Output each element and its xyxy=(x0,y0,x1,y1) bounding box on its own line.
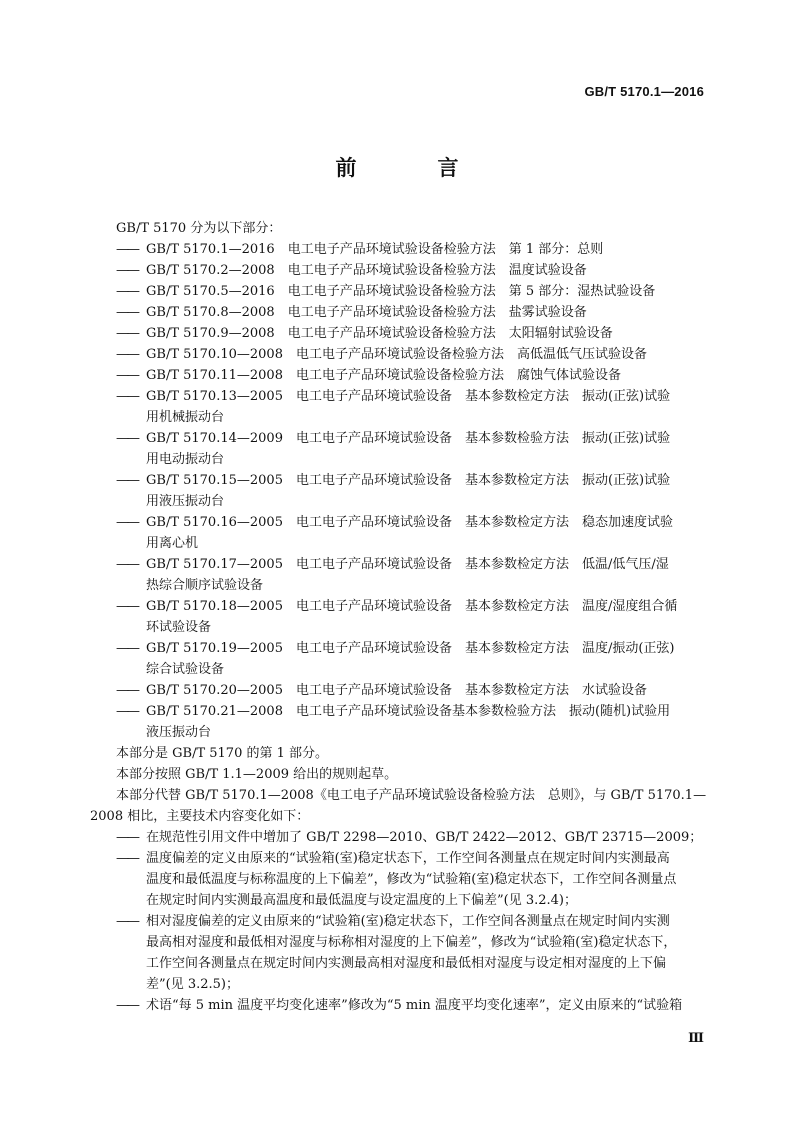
part-list-item xyxy=(90,680,704,701)
em-dash: —— xyxy=(116,473,138,488)
change-list-item-text: 工作空间各测量点在规定时间内实测最高相对湿度和最低相对湿度与设定相对湿度的上下偏 xyxy=(146,956,667,971)
em-dash: —— xyxy=(116,830,138,845)
standard-code-header: GB/T 5170.1—2016 xyxy=(584,84,704,99)
part-list-item-text: 热综合顺序试验设备 xyxy=(146,578,264,593)
paragraph-part-statement: 本部分是 GB/T 5170 的第 1 部分。 xyxy=(116,746,329,761)
part-list-item-text: GB/T 5170.13—2005 电工电子产品环境试验设备 基本参数检定方法 振动(正弦)试验 xyxy=(146,389,671,404)
change-list-item-text: 相对湿度偏差的定义由原来的“试验箱(室)稳定状态下，工作空间各测量点在规定时间内实测 xyxy=(146,914,670,929)
part-list-item xyxy=(90,281,704,302)
em-dash: —— xyxy=(116,641,138,656)
part-list-item-first-line xyxy=(90,386,704,407)
part-list-item xyxy=(90,554,704,596)
document-body xyxy=(90,218,707,1016)
part-list-item-text: 液压振动台 xyxy=(146,725,212,740)
part-list-item-text: GB/T 5170.17—2005 电工电子产品环境试验设备 基本参数检定方法 低温/低气压/湿 xyxy=(146,557,669,572)
page-number: Ⅲ xyxy=(688,1031,704,1046)
part-list-item-first-line xyxy=(90,302,704,323)
part-list-item-text: GB/T 5170.19—2005 电工电子产品环境试验设备 基本参数检定方法 温度/振动(正弦) xyxy=(146,641,675,656)
em-dash: —— xyxy=(116,263,138,278)
part-list-item-text: 用离心机 xyxy=(146,536,199,551)
change-list-item xyxy=(90,995,704,1016)
part-list-item xyxy=(90,512,704,554)
paragraph-drafting-rules: 本部分按照 GB/T 1.1—2009 给出的规则起草。 xyxy=(116,767,398,782)
change-list-item-continuation-line xyxy=(90,932,704,953)
part-list-item-first-line xyxy=(90,554,704,575)
part-list-item xyxy=(90,344,704,365)
part-list-item-text: GB/T 5170.20—2005 电工电子产品环境试验设备 基本参数检定方法 水试验设备 xyxy=(146,683,647,698)
part-list-item xyxy=(90,596,704,638)
part-list-item xyxy=(90,701,704,743)
change-list-item xyxy=(90,911,704,995)
part-list-item-first-line xyxy=(90,470,704,491)
part-list-item-continuation-line xyxy=(90,449,704,470)
part-list-item-text: 环试验设备 xyxy=(146,620,212,635)
part-list-item-text: GB/T 5170.14—2009 电工电子产品环境试验设备 基本参数检验方法 振动(正弦)试验 xyxy=(146,431,671,446)
part-list-item-text: GB/T 5170.11—2008 电工电子产品环境试验设备检验方法 腐蚀气体试验设备 xyxy=(146,368,621,383)
em-dash: —— xyxy=(116,851,138,866)
change-list-item-continuation-line xyxy=(90,890,704,911)
change-list-item-first-line xyxy=(90,995,704,1016)
part-list-item-first-line xyxy=(90,365,704,386)
change-list-item-text: 温度和最低温度与标称温度的上下偏差”，修改为“试验箱(室)稳定状态下，工作空间各测量点 xyxy=(146,872,677,887)
part-list-item-text: GB/T 5170.16—2005 电工电子产品环境试验设备 基本参数检定方法 稳态加速度试验 xyxy=(146,515,673,530)
part-list-item xyxy=(90,302,704,323)
intro-paragraph: GB/T 5170 分为以下部分： xyxy=(116,221,282,236)
part-list-item-first-line xyxy=(90,638,704,659)
paragraph-replacement-line2: 2008 相比，主要技术内容变化如下： xyxy=(90,809,310,824)
part-list-item-text: 用液压振动台 xyxy=(146,494,225,509)
part-list-item-continuation-line xyxy=(90,533,704,554)
part-list-item xyxy=(90,470,704,512)
part-list-item-text: 综合试验设备 xyxy=(146,662,225,677)
em-dash: —— xyxy=(116,599,138,614)
part-list-item-continuation-line xyxy=(90,407,704,428)
part-list-item xyxy=(90,638,704,680)
part-list-item xyxy=(90,239,704,260)
parts-list xyxy=(90,239,704,743)
em-dash: —— xyxy=(116,914,138,929)
change-list-item-first-line xyxy=(90,827,704,848)
em-dash: —— xyxy=(116,431,138,446)
part-list-item xyxy=(90,323,704,344)
em-dash: —— xyxy=(116,284,138,299)
part-list-item-continuation-line xyxy=(90,617,704,638)
part-list-item-text: 用机械振动台 xyxy=(146,410,225,425)
part-list-item-continuation-line xyxy=(90,575,704,596)
part-list-item-text: GB/T 5170.9—2008 电工电子产品环境试验设备检验方法 太阳辐射试验设备 xyxy=(146,326,613,341)
part-list-item-text: 用电动振动台 xyxy=(146,452,225,467)
change-list-item-text: 最高相对湿度和最低相对湿度与标称相对湿度的上下偏差”，修改为“试验箱(室)稳定状态下， xyxy=(146,935,677,950)
em-dash: —— xyxy=(116,347,138,362)
part-list-item-text: GB/T 5170.5—2016 电工电子产品环境试验设备检验方法 第 5 部分：湿热试验设备 xyxy=(146,284,656,299)
change-list-item-text: 术语“每 5 min 温度平均变化速率”修改为“5 min 温度平均变化速率”，定义由原来的“试验箱 xyxy=(146,998,683,1013)
change-list-item-continuation-line xyxy=(90,974,704,995)
part-list-item xyxy=(90,260,704,281)
part-list-item-continuation-line xyxy=(90,659,704,680)
part-list-item-text: GB/T 5170.10—2008 电工电子产品环境试验设备检验方法 高低温低气压试验设备 xyxy=(146,347,647,362)
page-title: 前 言 xyxy=(335,156,489,180)
part-list-item-text: GB/T 5170.21—2008 电工电子产品环境试验设备基本参数检验方法 振动(随机)试验用 xyxy=(146,704,671,719)
part-list-item-first-line xyxy=(90,323,704,344)
em-dash: —— xyxy=(116,683,138,698)
part-list-item-first-line xyxy=(90,512,704,533)
em-dash: —— xyxy=(116,557,138,572)
change-list-item xyxy=(90,827,704,848)
change-list-item-first-line xyxy=(90,911,704,932)
part-list-item-first-line xyxy=(90,281,704,302)
em-dash: —— xyxy=(116,389,138,404)
part-list-item-continuation-line xyxy=(90,491,704,512)
em-dash: —— xyxy=(116,242,138,257)
part-list-item-text: GB/T 5170.8—2008 电工电子产品环境试验设备检验方法 盐雾试验设备 xyxy=(146,305,587,320)
part-list-item xyxy=(90,365,704,386)
part-list-item-text: GB/T 5170.1—2016 电工电子产品环境试验设备检验方法 第 1 部分：总则 xyxy=(146,242,604,257)
part-list-item xyxy=(90,386,704,428)
change-list-item-continuation-line xyxy=(90,869,704,890)
em-dash: —— xyxy=(116,368,138,383)
em-dash: —— xyxy=(116,326,138,341)
change-list-item-text: 在规定时间内实测最高温度和最低温度与设定温度的上下偏差”(见 3.2.4)； xyxy=(146,893,577,908)
change-list-item xyxy=(90,848,704,911)
change-list-item-first-line xyxy=(90,848,704,869)
changes-list xyxy=(90,827,704,1016)
change-list-item-text: 温度偏差的定义由原来的“试验箱(室)稳定状态下，工作空间各测量点在规定时间内实测最高 xyxy=(146,851,670,866)
part-list-item-first-line xyxy=(90,239,704,260)
part-list-item-first-line xyxy=(90,680,704,701)
em-dash: —— xyxy=(116,515,138,530)
part-list-item-first-line xyxy=(90,260,704,281)
part-list-item-first-line xyxy=(90,701,704,722)
em-dash: —— xyxy=(116,704,138,719)
change-list-item-text: 差”(见 3.2.5)； xyxy=(146,977,239,992)
paragraph-replacement-line1: 本部分代替 GB/T 5170.1—2008《电工电子产品环境试验设备检验方法 总则》，与 GB/T 5170.1— xyxy=(116,788,707,803)
part-list-item-text: GB/T 5170.15—2005 电工电子产品环境试验设备 基本参数检定方法 振动(正弦)试验 xyxy=(146,473,671,488)
em-dash: —— xyxy=(116,998,138,1013)
part-list-item-first-line xyxy=(90,596,704,617)
change-list-item-continuation-line xyxy=(90,953,704,974)
part-list-item xyxy=(90,428,704,470)
part-list-item-text: GB/T 5170.2—2008 电工电子产品环境试验设备检验方法 温度试验设备 xyxy=(146,263,587,278)
part-list-item-first-line xyxy=(90,428,704,449)
part-list-item-continuation-line xyxy=(90,722,704,743)
em-dash: —— xyxy=(116,305,138,320)
part-list-item-text: GB/T 5170.18—2005 电工电子产品环境试验设备 基本参数检定方法 温度/湿度组合循 xyxy=(146,599,678,614)
part-list-item-first-line xyxy=(90,344,704,365)
change-list-item-text: 在规范性引用文件中增加了 GB/T 2298—2010、GB/T 2422—2012、GB/T 23715—2009； xyxy=(146,830,703,845)
